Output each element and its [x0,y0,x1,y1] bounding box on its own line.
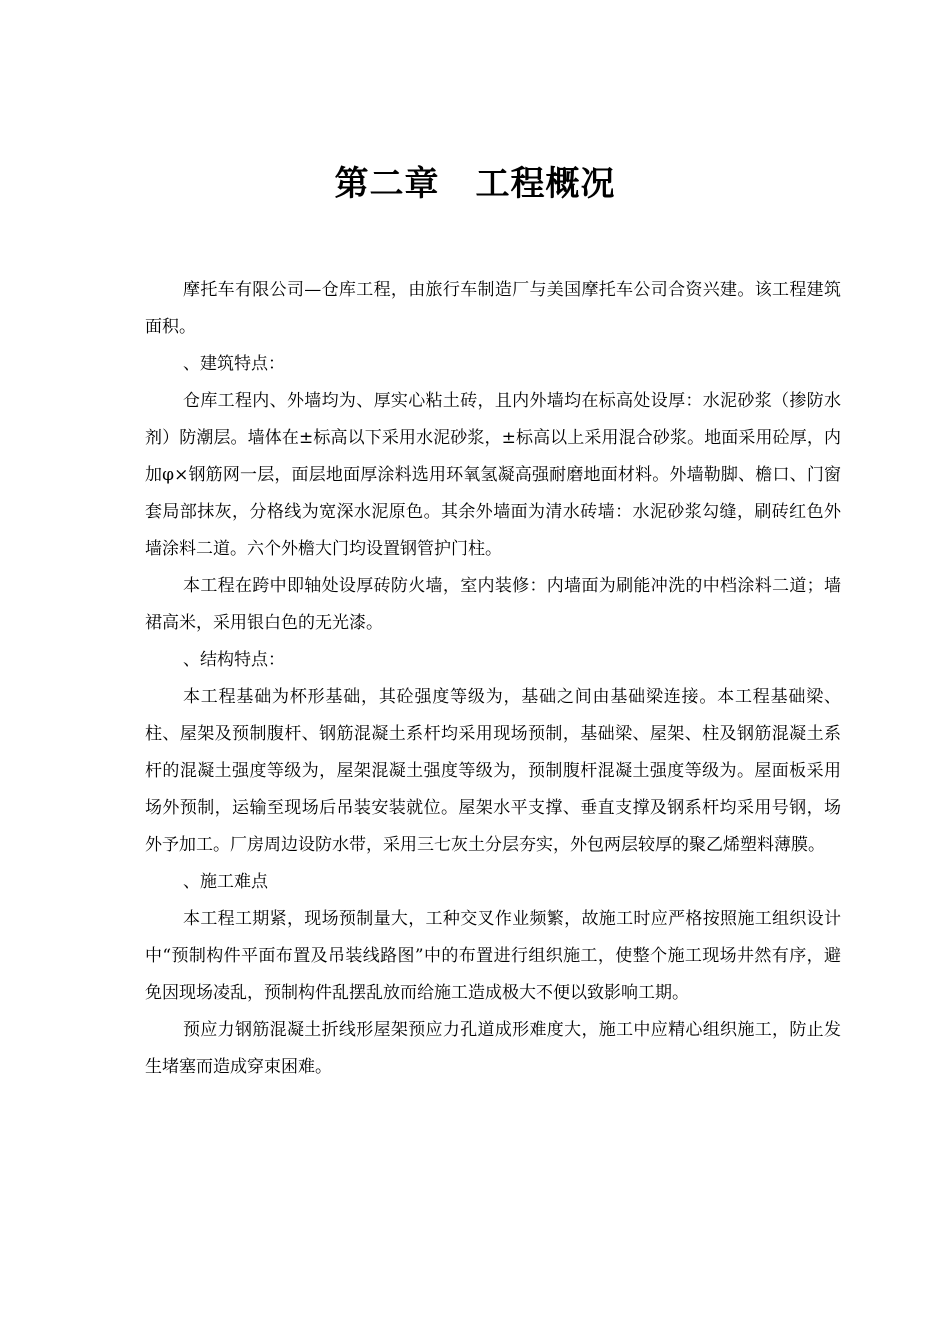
paragraph-difficulties: 本工程工期紧，现场预制量大，工种交叉作业频繁，故施工时应严格按照施工组织设计中“预制构件平面布置及吊装线路图”中的布置进行组织施工，使整个施工现场井然有序，避免因现场凌乱，预制构件乱摆乱放而给施工造成极大不便以致影响工期。 [145,909,841,1003]
paragraph-intro: 摩托车有限公司—仓库工程，由旅行车制造厂与美国摩托车公司合资兴建。该工程建筑面积。 [145,280,841,337]
document-body [145,272,841,1086]
chapter-title [0,156,950,205]
paragraph-structure: 本工程基础为杯形基础，其砼强度等级为，基础之间由基础梁连接。本工程基础梁、柱、屋架及预制腹杆、钢筋混凝土系杆均采用现场预制，基础梁、屋架、柱及钢筋混凝土系杆的混凝土强度等级为，屋架混凝土强度等级为，预制腹杆混凝土强度等级为。屋面板采用场外预制，运输至现场后吊装安装就位。屋架水平支撑、垂直支撑及钢系杆均采用号钢，场外予加工。厂房周边设防水带，采用三七灰土分层夯实，外包两层较厚的聚乙烯塑料薄膜。 [145,687,841,855]
paragraph-architecture: 仓库工程内、外墙均为、厚实心粘土砖，且内外墙均在标高处设厚：水泥砂浆（掺防水剂）防潮层。墙体在±标高以下采用水泥砂浆，±标高以上采用混合砂浆。地面采用砼厚，内加φ×钢筋网一层，面层地面厚涂料选用环氧氢凝高强耐磨地面材料。外墙勒脚、檐口、门窗套局部抹灰，分格线为宽深水泥原色。其余外墙面为清水砖墙：水泥砂浆勾缝，刷砖红色外墙涂料二道。六个外檐大门均设置钢管护门柱。 [145,391,841,559]
paragraph-interior: 本工程在跨中即轴处设厚砖防火墙，室内装修：内墙面为刷能冲洗的中档涂料二道；墙裙高米，采用银白色的无光漆。 [145,576,841,633]
section-heading-difficulties: 、施工难点 [183,872,268,892]
paragraph-prestress: 预应力钢筋混凝土折线形屋架预应力孔道成形难度大，施工中应精心组织施工，防止发生堵塞而造成穿束困难。 [145,1020,841,1077]
section-heading-structure: 、结构特点： [183,650,285,670]
chapter-number: 第二章 [334,164,440,204]
chapter-name: 工程概况 [475,164,616,204]
section-heading-architecture: 、建筑特点： [183,354,285,374]
